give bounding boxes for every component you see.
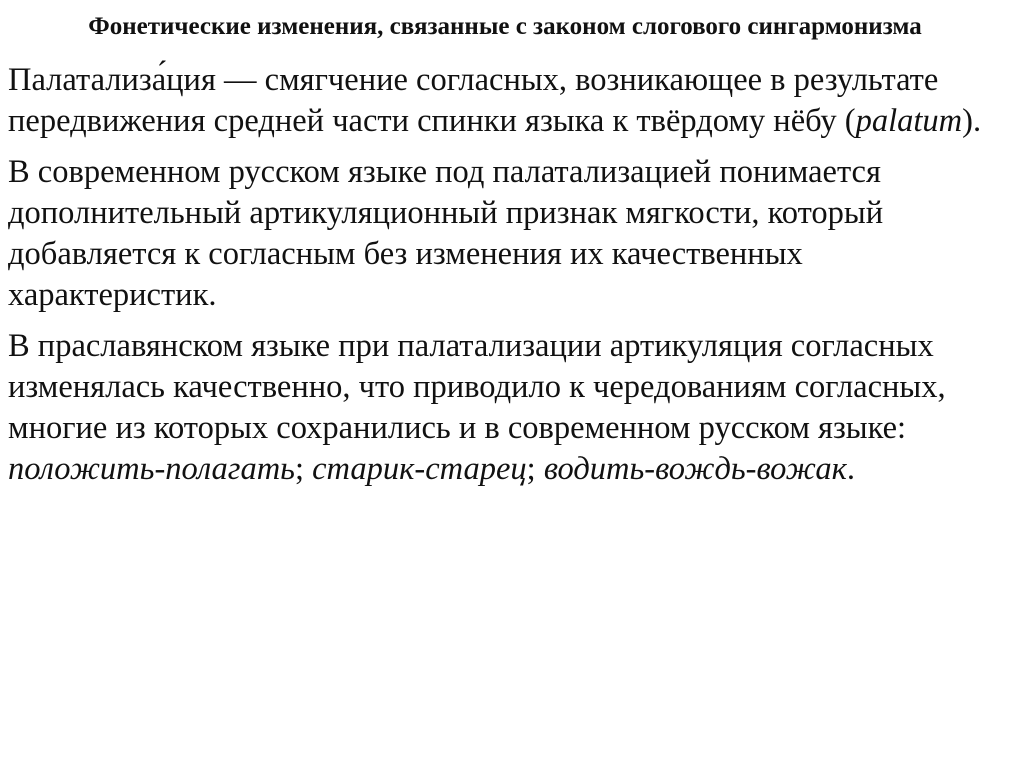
- example-word: водить-вождь-вожак: [543, 451, 847, 487]
- example-word: старик-старец: [312, 451, 527, 487]
- paragraph-modern-russian: [8, 152, 1002, 316]
- text-segment: ;: [526, 451, 544, 487]
- text-segment: ).: [962, 103, 982, 139]
- slide-body: [8, 60, 1002, 490]
- text-segment: В праславянском языке при палатализации артикуляция согласных изменялась качественно, что приводило к чередованиям согласных, многие из которых сохранились и в современном русском языке:: [8, 328, 946, 446]
- slide-title: Фонетические изменения, связанные с законом слогового сингармонизма: [88, 13, 922, 40]
- text-segment: Палатализа́ция — смягчение согласных, возникающее в результате передвижения средней части спинки языка к твёрдому нёбу (: [8, 62, 939, 139]
- term-latin: palatum: [855, 103, 963, 139]
- text-segment: ;: [294, 451, 313, 487]
- paragraph-proto-slavic: [8, 326, 1002, 490]
- text-segment: В современном русском языке под палатализацией понимается дополнительный артикуляционный признак мягкости, который добавляется к согласным без изменения их качественных характеристик.: [8, 154, 884, 313]
- example-word: положить-полагать: [8, 451, 295, 487]
- text-segment: .: [846, 451, 856, 487]
- paragraph-palatalization-definition: [8, 60, 1002, 142]
